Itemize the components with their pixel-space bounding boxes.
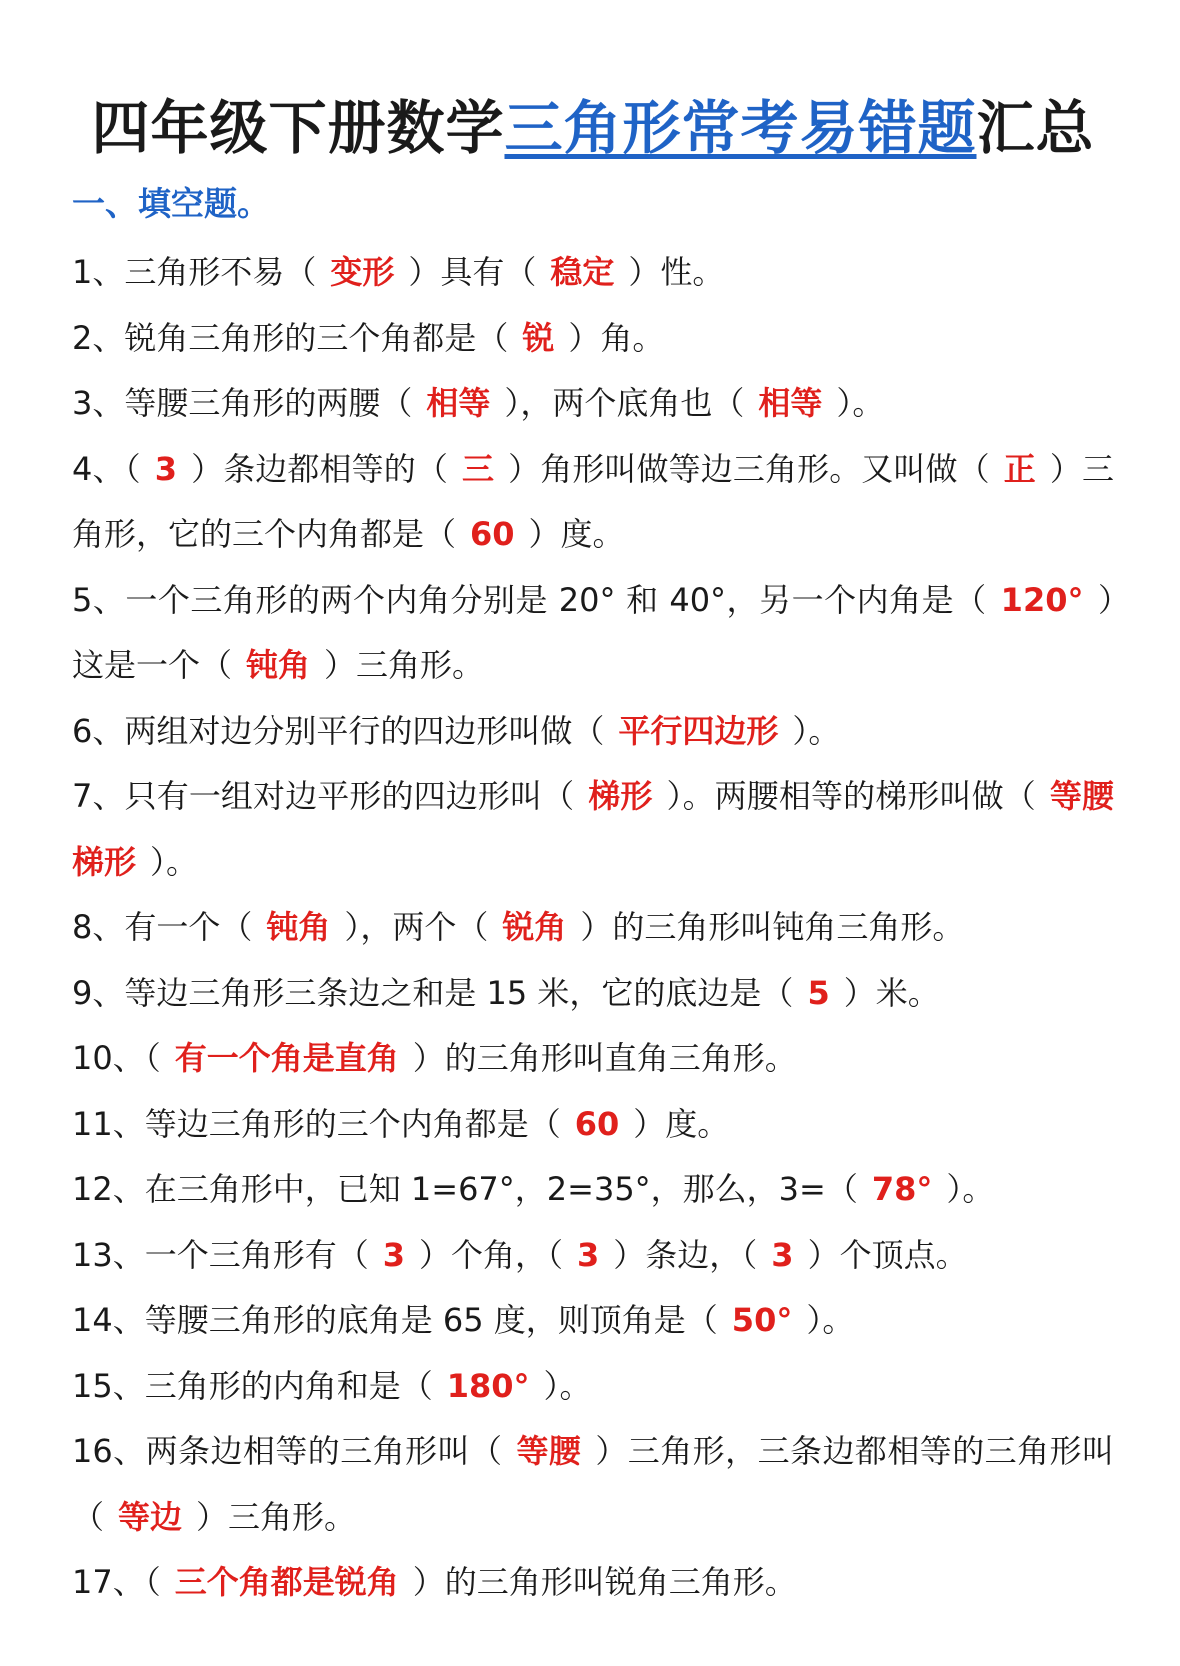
question-text: 17、（ — [72, 1563, 161, 1601]
answer-text: 78° — [871, 1170, 933, 1208]
answer-text: 有一个角是直角 — [174, 1039, 399, 1077]
question-text: 6、两组对边分别平行的四边形叫做（ — [72, 711, 605, 750]
answer-text: 稳定 — [550, 253, 615, 291]
question-text: ）三角形，三条边都相等的三角形叫（ — [72, 1432, 1114, 1536]
answer-text: 锐 — [522, 318, 555, 357]
question-2 — [72, 306, 1114, 372]
question-text: ）。两腰相等的梯形叫做（ — [666, 777, 1036, 815]
question-3 — [72, 371, 1114, 437]
answer-text: 等腰梯形 — [72, 777, 1114, 881]
answer-text: 5 — [807, 973, 830, 1012]
question-8 — [72, 895, 1114, 961]
answer-text: 60 — [470, 515, 515, 553]
question-text: 11、等边三角形的三个内角都是（ — [72, 1104, 561, 1143]
answer-text: 180° — [446, 1366, 530, 1405]
question-text: 9、等边三角形三条边之和是 15 米，它的底边是（ — [72, 973, 794, 1012]
question-text: ）条边，（ — [613, 1235, 758, 1274]
answer-text: 3 — [771, 1235, 794, 1274]
answer-text: 正 — [1003, 449, 1036, 488]
section-heading: 一、填空题。 — [72, 184, 270, 223]
question-text: ）的三角形叫锐角三角形。 — [412, 1563, 797, 1601]
question-text: 13、一个三角形有（ — [72, 1235, 369, 1274]
question-text: ），两个（ — [344, 908, 489, 946]
question-13 — [72, 1223, 1114, 1289]
question-text: ）个角，（ — [419, 1235, 564, 1274]
question-text: 2、锐角三角形的三个角都是（ — [72, 318, 509, 357]
question-6 — [72, 699, 1114, 765]
question-15 — [72, 1354, 1114, 1420]
question-text: ）。 — [150, 842, 199, 881]
question-14 — [72, 1288, 1114, 1354]
question-text: ）。 — [543, 1366, 592, 1405]
question-text: 3、等腰三角形的两腰（ — [72, 384, 413, 422]
answer-text: 锐角 — [502, 908, 567, 946]
question-text: ）度。 — [528, 515, 625, 553]
answer-text: 50° — [731, 1301, 793, 1339]
question-text: ）这是一个（ — [72, 580, 1114, 684]
question-text: 1、三角形不易（ — [72, 253, 317, 291]
answer-text: 三个角都是锐角 — [174, 1563, 399, 1601]
question-text: ）。 — [836, 384, 885, 422]
question-text: ）三角形。 — [196, 1497, 357, 1536]
answer-text: 相等 — [758, 384, 823, 422]
answer-text: 三 — [461, 449, 495, 488]
question-4 — [72, 437, 1114, 568]
title-highlight: 三角形常考易错题 — [504, 94, 977, 162]
answer-text: 变形 — [330, 253, 395, 291]
page-title — [72, 88, 1114, 168]
question-text: ）。 — [946, 1170, 995, 1208]
question-10 — [72, 1026, 1114, 1092]
answer-text: 120° — [1000, 580, 1084, 619]
question-9 — [72, 961, 1114, 1027]
question-1 — [72, 240, 1114, 306]
answer-text: 梯形 — [588, 777, 653, 815]
answer-text: 3 — [382, 1235, 405, 1274]
question-16 — [72, 1419, 1114, 1550]
title-part1: 四年级下册数学 — [91, 94, 505, 162]
question-text: ）具有（ — [408, 253, 537, 291]
question-text: ）三角形。 — [324, 646, 485, 684]
question-text: ）个顶点。 — [807, 1235, 968, 1274]
question-text: 16、两条边相等的三角形叫（ — [72, 1432, 503, 1470]
question-text: 12、在三角形中，已知 1=67°，2=35°，那么，3=（ — [72, 1170, 858, 1208]
question-text: ）米。 — [843, 973, 940, 1012]
question-text: ）性。 — [628, 253, 725, 291]
question-text: ）。 — [806, 1301, 855, 1339]
question-list — [72, 240, 1114, 1616]
answer-text: 相等 — [426, 384, 491, 422]
question-text: ）。 — [792, 711, 841, 750]
answer-text: 钝角 — [246, 646, 311, 684]
question-text: ）度。 — [633, 1104, 730, 1143]
answer-text: 平行四边形 — [618, 711, 779, 750]
question-11 — [72, 1092, 1114, 1158]
question-text: ）三角形，它的三个内角都是（ — [72, 449, 1114, 553]
question-text: ）角。 — [568, 318, 665, 357]
answer-text: 等边 — [118, 1497, 183, 1536]
question-5 — [72, 568, 1114, 699]
question-17 — [72, 1550, 1114, 1616]
question-text: ）角形叫做等边三角形。又叫做（ — [508, 449, 990, 488]
answer-text: 60 — [574, 1104, 620, 1143]
question-12 — [72, 1157, 1114, 1223]
question-text: 8、有一个（ — [72, 908, 253, 946]
answer-text: 3 — [154, 449, 177, 488]
answer-text: 等腰 — [516, 1432, 582, 1470]
question-7 — [72, 764, 1114, 895]
answer-text: 钝角 — [266, 908, 331, 946]
question-text: 14、等腰三角形的底角是 65 度，则顶角是（ — [72, 1301, 718, 1339]
question-text: ）条边都相等的（ — [190, 449, 448, 488]
question-text: 5、一个三角形的两个内角分别是 20° 和 40°，另一个内角是（ — [72, 580, 987, 619]
question-text: ）的三角形叫直角三角形。 — [412, 1039, 797, 1077]
title-part2: 汇总 — [976, 94, 1095, 162]
question-text: 10、（ — [72, 1039, 161, 1077]
question-text: 7、只有一组对边平形的四边形叫（ — [72, 777, 575, 815]
question-text: 4、（ — [72, 449, 141, 488]
question-text: ）的三角形叫钝角三角形。 — [580, 908, 965, 946]
answer-text: 3 — [577, 1235, 600, 1274]
question-text: ），两个底角也（ — [504, 384, 745, 422]
question-text: 15、三角形的内角和是（ — [72, 1366, 433, 1405]
